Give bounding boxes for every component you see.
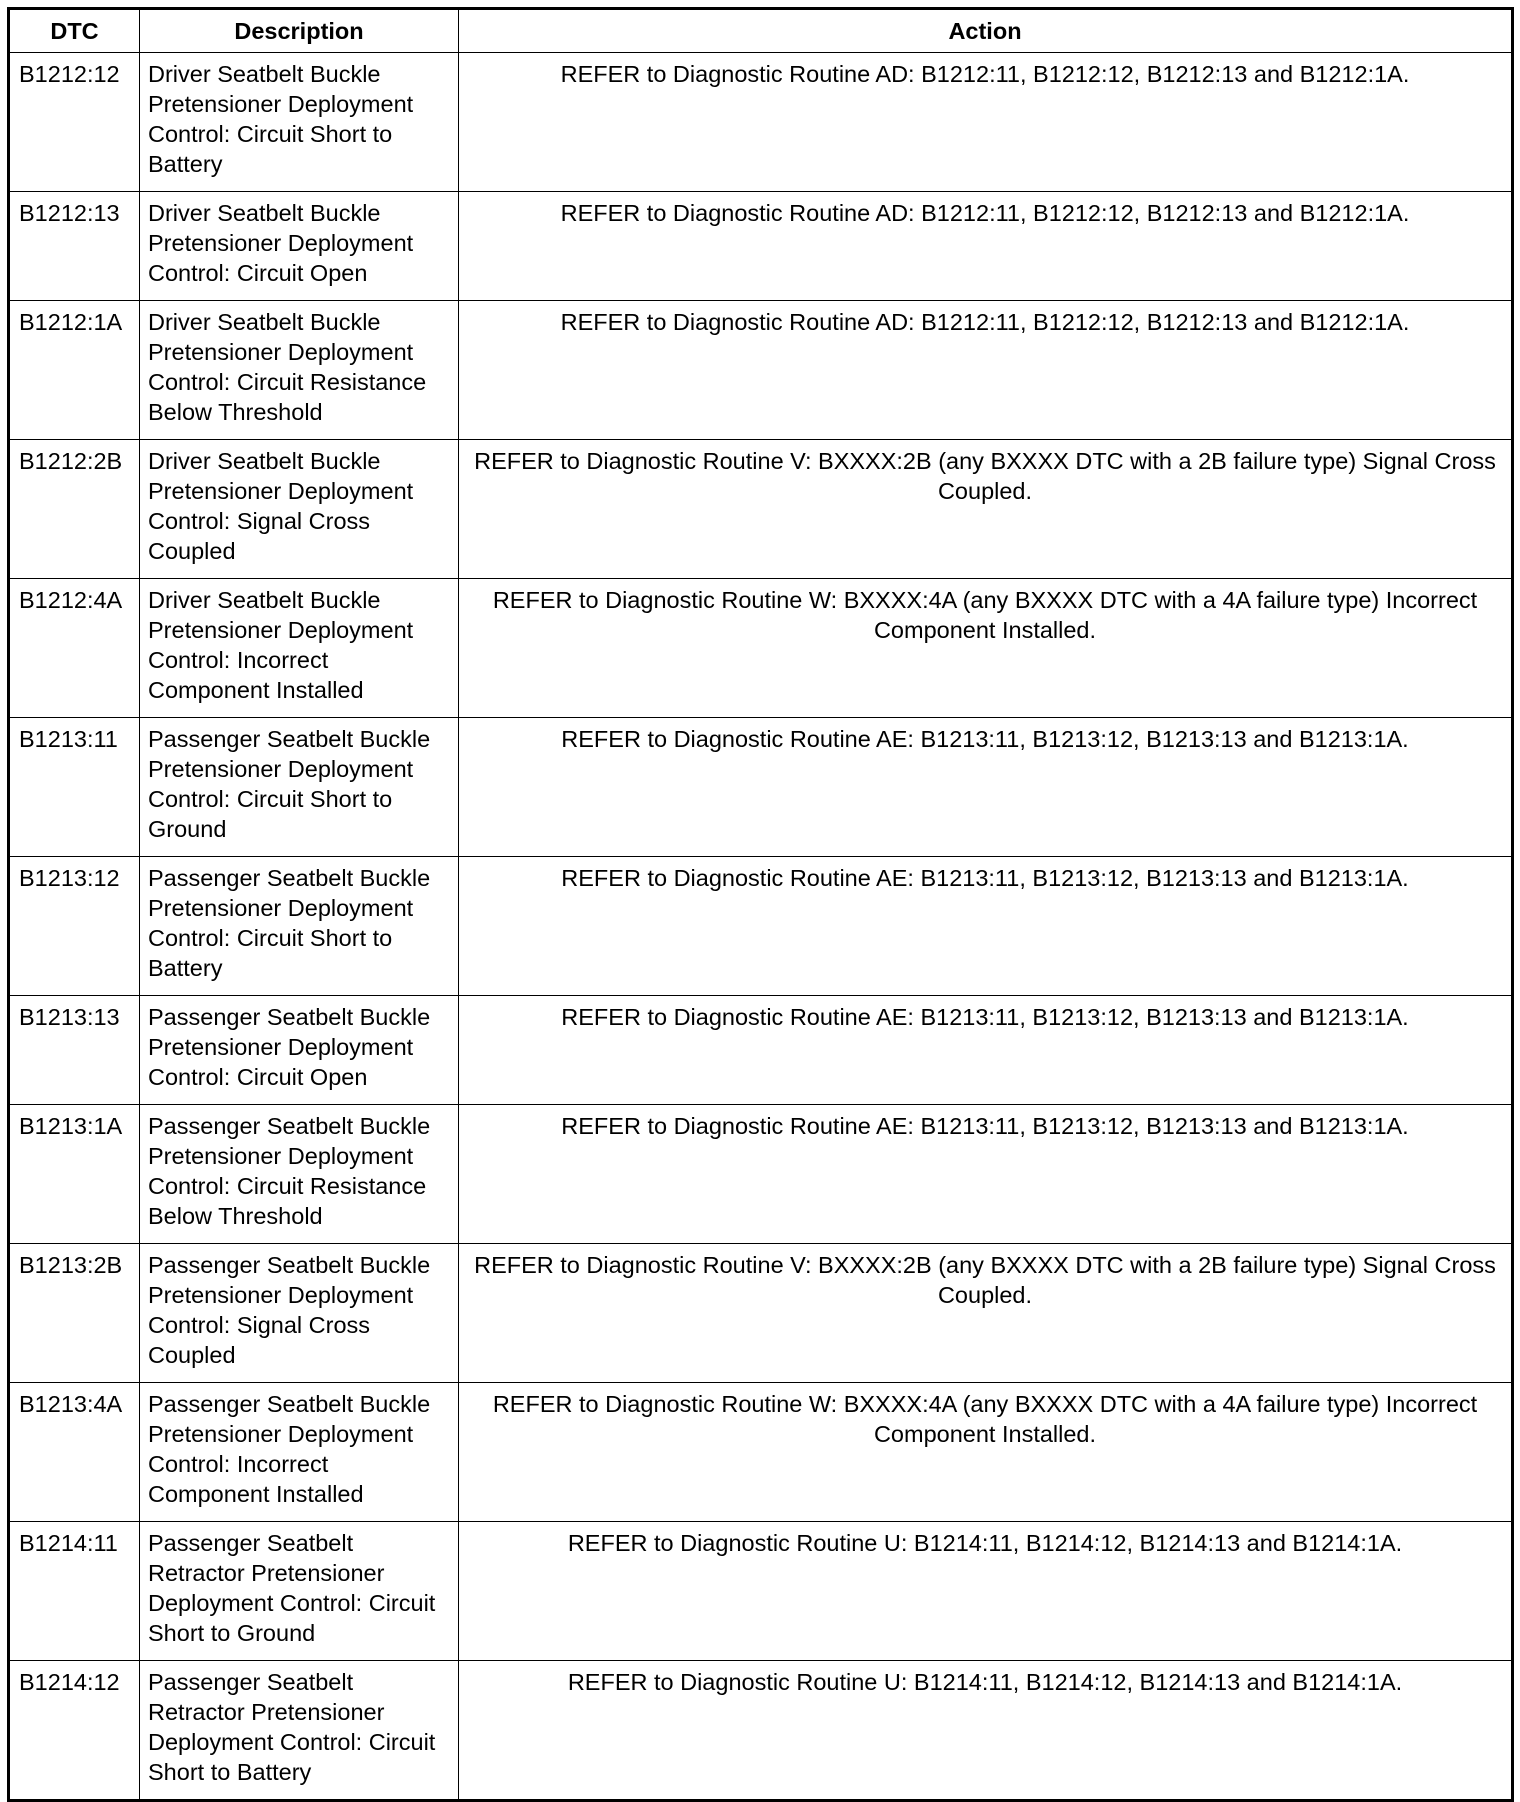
dtc-cell: B1213:13: [9, 996, 140, 1105]
description-cell: Driver Seatbelt Buckle Pretensioner Deployment Control: Circuit Short to Battery: [140, 53, 459, 192]
action-cell: REFER to Diagnostic Routine W: BXXXX:4A (any BXXXX DTC with a 4A failure type) Incorrect Component Installed.: [459, 579, 1513, 718]
table-row: [9, 996, 1513, 1105]
description-cell: Driver Seatbelt Buckle Pretensioner Deployment Control: Incorrect Component Installed: [140, 579, 459, 718]
dtc-cell: B1213:12: [9, 857, 140, 996]
action-cell: REFER to Diagnostic Routine AE: B1213:11, B1213:12, B1213:13 and B1213:1A.: [459, 718, 1513, 857]
description-cell: Driver Seatbelt Buckle Pretensioner Deployment Control: Signal Cross Coupled: [140, 440, 459, 579]
table-row: [9, 1383, 1513, 1522]
action-cell: REFER to Diagnostic Routine AE: B1213:11, B1213:12, B1213:13 and B1213:1A.: [459, 1105, 1513, 1244]
table-row: [9, 301, 1513, 440]
header-dtc: DTC: [9, 9, 140, 53]
header-row: [9, 9, 1513, 53]
description-cell: Passenger Seatbelt Buckle Pretensioner Deployment Control: Circuit Open: [140, 996, 459, 1105]
dtc-cell: B1212:12: [9, 53, 140, 192]
action-cell: REFER to Diagnostic Routine AE: B1213:11, B1213:12, B1213:13 and B1213:1A.: [459, 996, 1513, 1105]
table-row: [9, 440, 1513, 579]
dtc-cell: B1212:4A: [9, 579, 140, 718]
description-cell: Driver Seatbelt Buckle Pretensioner Deployment Control: Circuit Resistance Below Threshold: [140, 301, 459, 440]
header-description: Description: [140, 9, 459, 53]
action-cell: REFER to Diagnostic Routine AD: B1212:11, B1212:12, B1212:13 and B1212:1A.: [459, 301, 1513, 440]
action-cell: REFER to Diagnostic Routine W: BXXXX:4A (any BXXXX DTC with a 4A failure type) Incorrect Component Installed.: [459, 1383, 1513, 1522]
description-cell: Passenger Seatbelt Buckle Pretensioner Deployment Control: Circuit Short to Ground: [140, 718, 459, 857]
table-row: [9, 1522, 1513, 1661]
description-cell: Passenger Seatbelt Buckle Pretensioner Deployment Control: Circuit Resistance Below Threshold: [140, 1105, 459, 1244]
dtc-cell: B1213:1A: [9, 1105, 140, 1244]
description-cell: Passenger Seatbelt Retractor Pretensioner Deployment Control: Circuit Short to Ground: [140, 1522, 459, 1661]
header-action: Action: [459, 9, 1513, 53]
action-cell: REFER to Diagnostic Routine AD: B1212:11, B1212:12, B1212:13 and B1212:1A.: [459, 192, 1513, 301]
table-row: [9, 192, 1513, 301]
dtc-table: [7, 7, 1514, 1802]
description-cell: Passenger Seatbelt Buckle Pretensioner Deployment Control: Incorrect Component Installed: [140, 1383, 459, 1522]
table-row: [9, 1661, 1513, 1801]
dtc-cell: B1212:2B: [9, 440, 140, 579]
action-cell: REFER to Diagnostic Routine AD: B1212:11, B1212:12, B1212:13 and B1212:1A.: [459, 53, 1513, 192]
table-row: [9, 53, 1513, 192]
table-row: [9, 1105, 1513, 1244]
description-cell: Passenger Seatbelt Buckle Pretensioner Deployment Control: Circuit Short to Battery: [140, 857, 459, 996]
action-cell: REFER to Diagnostic Routine V: BXXXX:2B (any BXXXX DTC with a 2B failure type) Signal Cross Coupled.: [459, 440, 1513, 579]
dtc-cell: B1213:11: [9, 718, 140, 857]
dtc-cell: B1212:13: [9, 192, 140, 301]
dtc-cell: B1214:12: [9, 1661, 140, 1801]
dtc-cell: B1214:11: [9, 1522, 140, 1661]
table-row: [9, 857, 1513, 996]
action-cell: REFER to Diagnostic Routine U: B1214:11, B1214:12, B1214:13 and B1214:1A.: [459, 1661, 1513, 1801]
dtc-cell: B1213:2B: [9, 1244, 140, 1383]
dtc-cell: B1212:1A: [9, 301, 140, 440]
table-row: [9, 1244, 1513, 1383]
action-cell: REFER to Diagnostic Routine V: BXXXX:2B (any BXXXX DTC with a 2B failure type) Signal Cross Coupled.: [459, 1244, 1513, 1383]
description-cell: Passenger Seatbelt Retractor Pretensioner Deployment Control: Circuit Short to Battery: [140, 1661, 459, 1801]
action-cell: REFER to Diagnostic Routine AE: B1213:11, B1213:12, B1213:13 and B1213:1A.: [459, 857, 1513, 996]
action-cell: REFER to Diagnostic Routine U: B1214:11, B1214:12, B1214:13 and B1214:1A.: [459, 1522, 1513, 1661]
table-row: [9, 718, 1513, 857]
table-row: [9, 579, 1513, 718]
dtc-cell: B1213:4A: [9, 1383, 140, 1522]
description-cell: Passenger Seatbelt Buckle Pretensioner Deployment Control: Signal Cross Coupled: [140, 1244, 459, 1383]
description-cell: Driver Seatbelt Buckle Pretensioner Deployment Control: Circuit Open: [140, 192, 459, 301]
